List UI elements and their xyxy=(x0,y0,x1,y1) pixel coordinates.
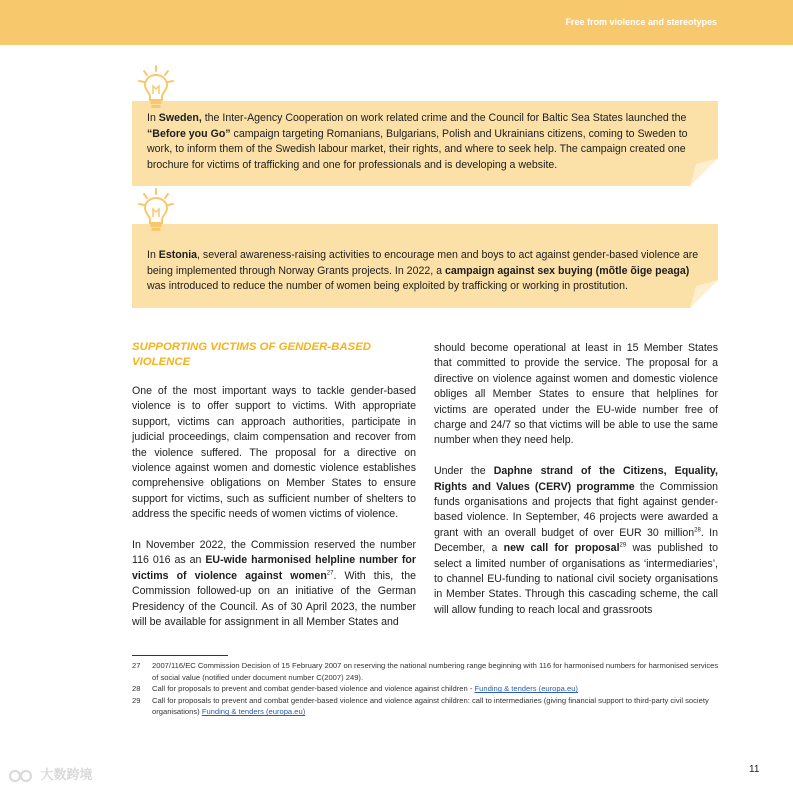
funding-tenders-link[interactable]: Funding & tenders (europa.eu) xyxy=(474,684,578,694)
callout-estonia-text: In Estonia, several awareness-raising activities to encourage men and boys to act against gender-based violence are being implemented through Norway Grants projects. In 2022, a campaign against sex buying (mõtle õige peaga) was introduced to reduce the number of women being exploited by trafficking or working in prostitution. xyxy=(147,249,699,293)
funding-tenders-link[interactable]: Funding & tenders (europa.eu) xyxy=(201,707,306,717)
watermark-icon xyxy=(8,769,36,783)
footnote-ref-29: 29 xyxy=(619,542,627,549)
footnote-29: 29 Call for proposals to prevent and combat gender-based violence and violence against children: call to intermediaries (giving financial support to third-party civil society organisations) Funding & tenders (europa.eu) xyxy=(132,695,709,717)
right-paragraph-1: should become operational at least in 15 Member States that committed to provide the service. The proposal for a directive on violence against women and domestic violence obliges all Member States to ensure that helplines for victims are operated under the EU-wide number free of charge and 24/7 so that victims will be able to use the same number when they need help. xyxy=(434,342,718,447)
callout-estonia xyxy=(132,224,718,308)
footnote-divider xyxy=(132,655,228,656)
footnote-ref-28: 28 xyxy=(694,527,701,534)
watermark-logo: 大数跨境 xyxy=(8,764,93,783)
lightbulb-icon xyxy=(136,64,176,112)
footnote-ref-27: 27 xyxy=(326,570,334,577)
callout-sweden-text: In Sweden, the Inter-Agency Cooperation on work related crime and the Council for Baltic Sea States launched the “Before you Go” campaign targeting Romanians, Bulgarians, Polish and Ukrainians citizens, coming to Sweden to work, to inform them of the Swedish labour market, their rights, and where to seek help. The campaign created one brochure for victims of trafficking and one for professionals and is developing a website. xyxy=(147,112,688,171)
left-paragraph-1: One of the most important ways to tackle gender-based violence is to offer support to victims. With appropriate support, victims can approach authorities, participate in judicial proceedings, claim compensation and recover from the violence suffered. The proposal for a directive on violence against women and domestic violence establishes comprehensive obligations on Member States to ensure support for victims, such as sufficient number of shelters to address the specific needs of women victims of violence. xyxy=(132,385,416,521)
page-fold-corner xyxy=(690,158,718,186)
left-paragraph-2: In November 2022, the Commission reserved the number 116 016 as an EU-wide harmonised helpline number for victims of violence against women$^{27}$. With this, the Commission followed-up on an initiative of the German Presidency of the Council. As of 30 April 2023, the number will be available for assignment in all Member States and xyxy=(132,539,417,629)
footnote-28: 28 Call for proposals to prevent and combat gender-based violence and violence against children - Funding & tenders (europa.eu) xyxy=(132,684,578,694)
lightbulb-icon xyxy=(136,187,176,235)
right-paragraph-2: Under the Daphne strand of the Citizens, Equality, Rights and Values (CERV) programme the Commission funds organisations and projects that fight against gender-based violence. In September, 46 projects were awarded a grant with an overall budget of over EUR 30 million$^{28}$. In December, a new call for proposal$^{29}$ was published to select a limited number of organisations as ‘intermediaries’, to channel EU-funding to national civil society organisations in Member States. Through this cascading scheme, the call will allow funding to reach local and grassroots xyxy=(434,465,718,616)
section-title: Free from violence and stereotypes xyxy=(565,17,717,27)
footnote-27: 27 2007/116/EC Commission Decision of 15 February 2007 on reserving the national numbering range beginning with 116 for harmonised numbers for harmonised services of social value (notified under document number C(2007) 249). xyxy=(132,661,719,682)
left-column xyxy=(132,340,416,646)
section-heading: SUPPORTING VICTIMS OF GENDER-BASED VIOLENCE xyxy=(132,341,372,368)
footnotes xyxy=(132,660,722,718)
right-column xyxy=(434,341,718,634)
header-band xyxy=(0,0,793,45)
callout-sweden xyxy=(132,101,718,186)
page-number: 11 xyxy=(749,764,760,775)
page-fold-corner xyxy=(690,280,718,308)
